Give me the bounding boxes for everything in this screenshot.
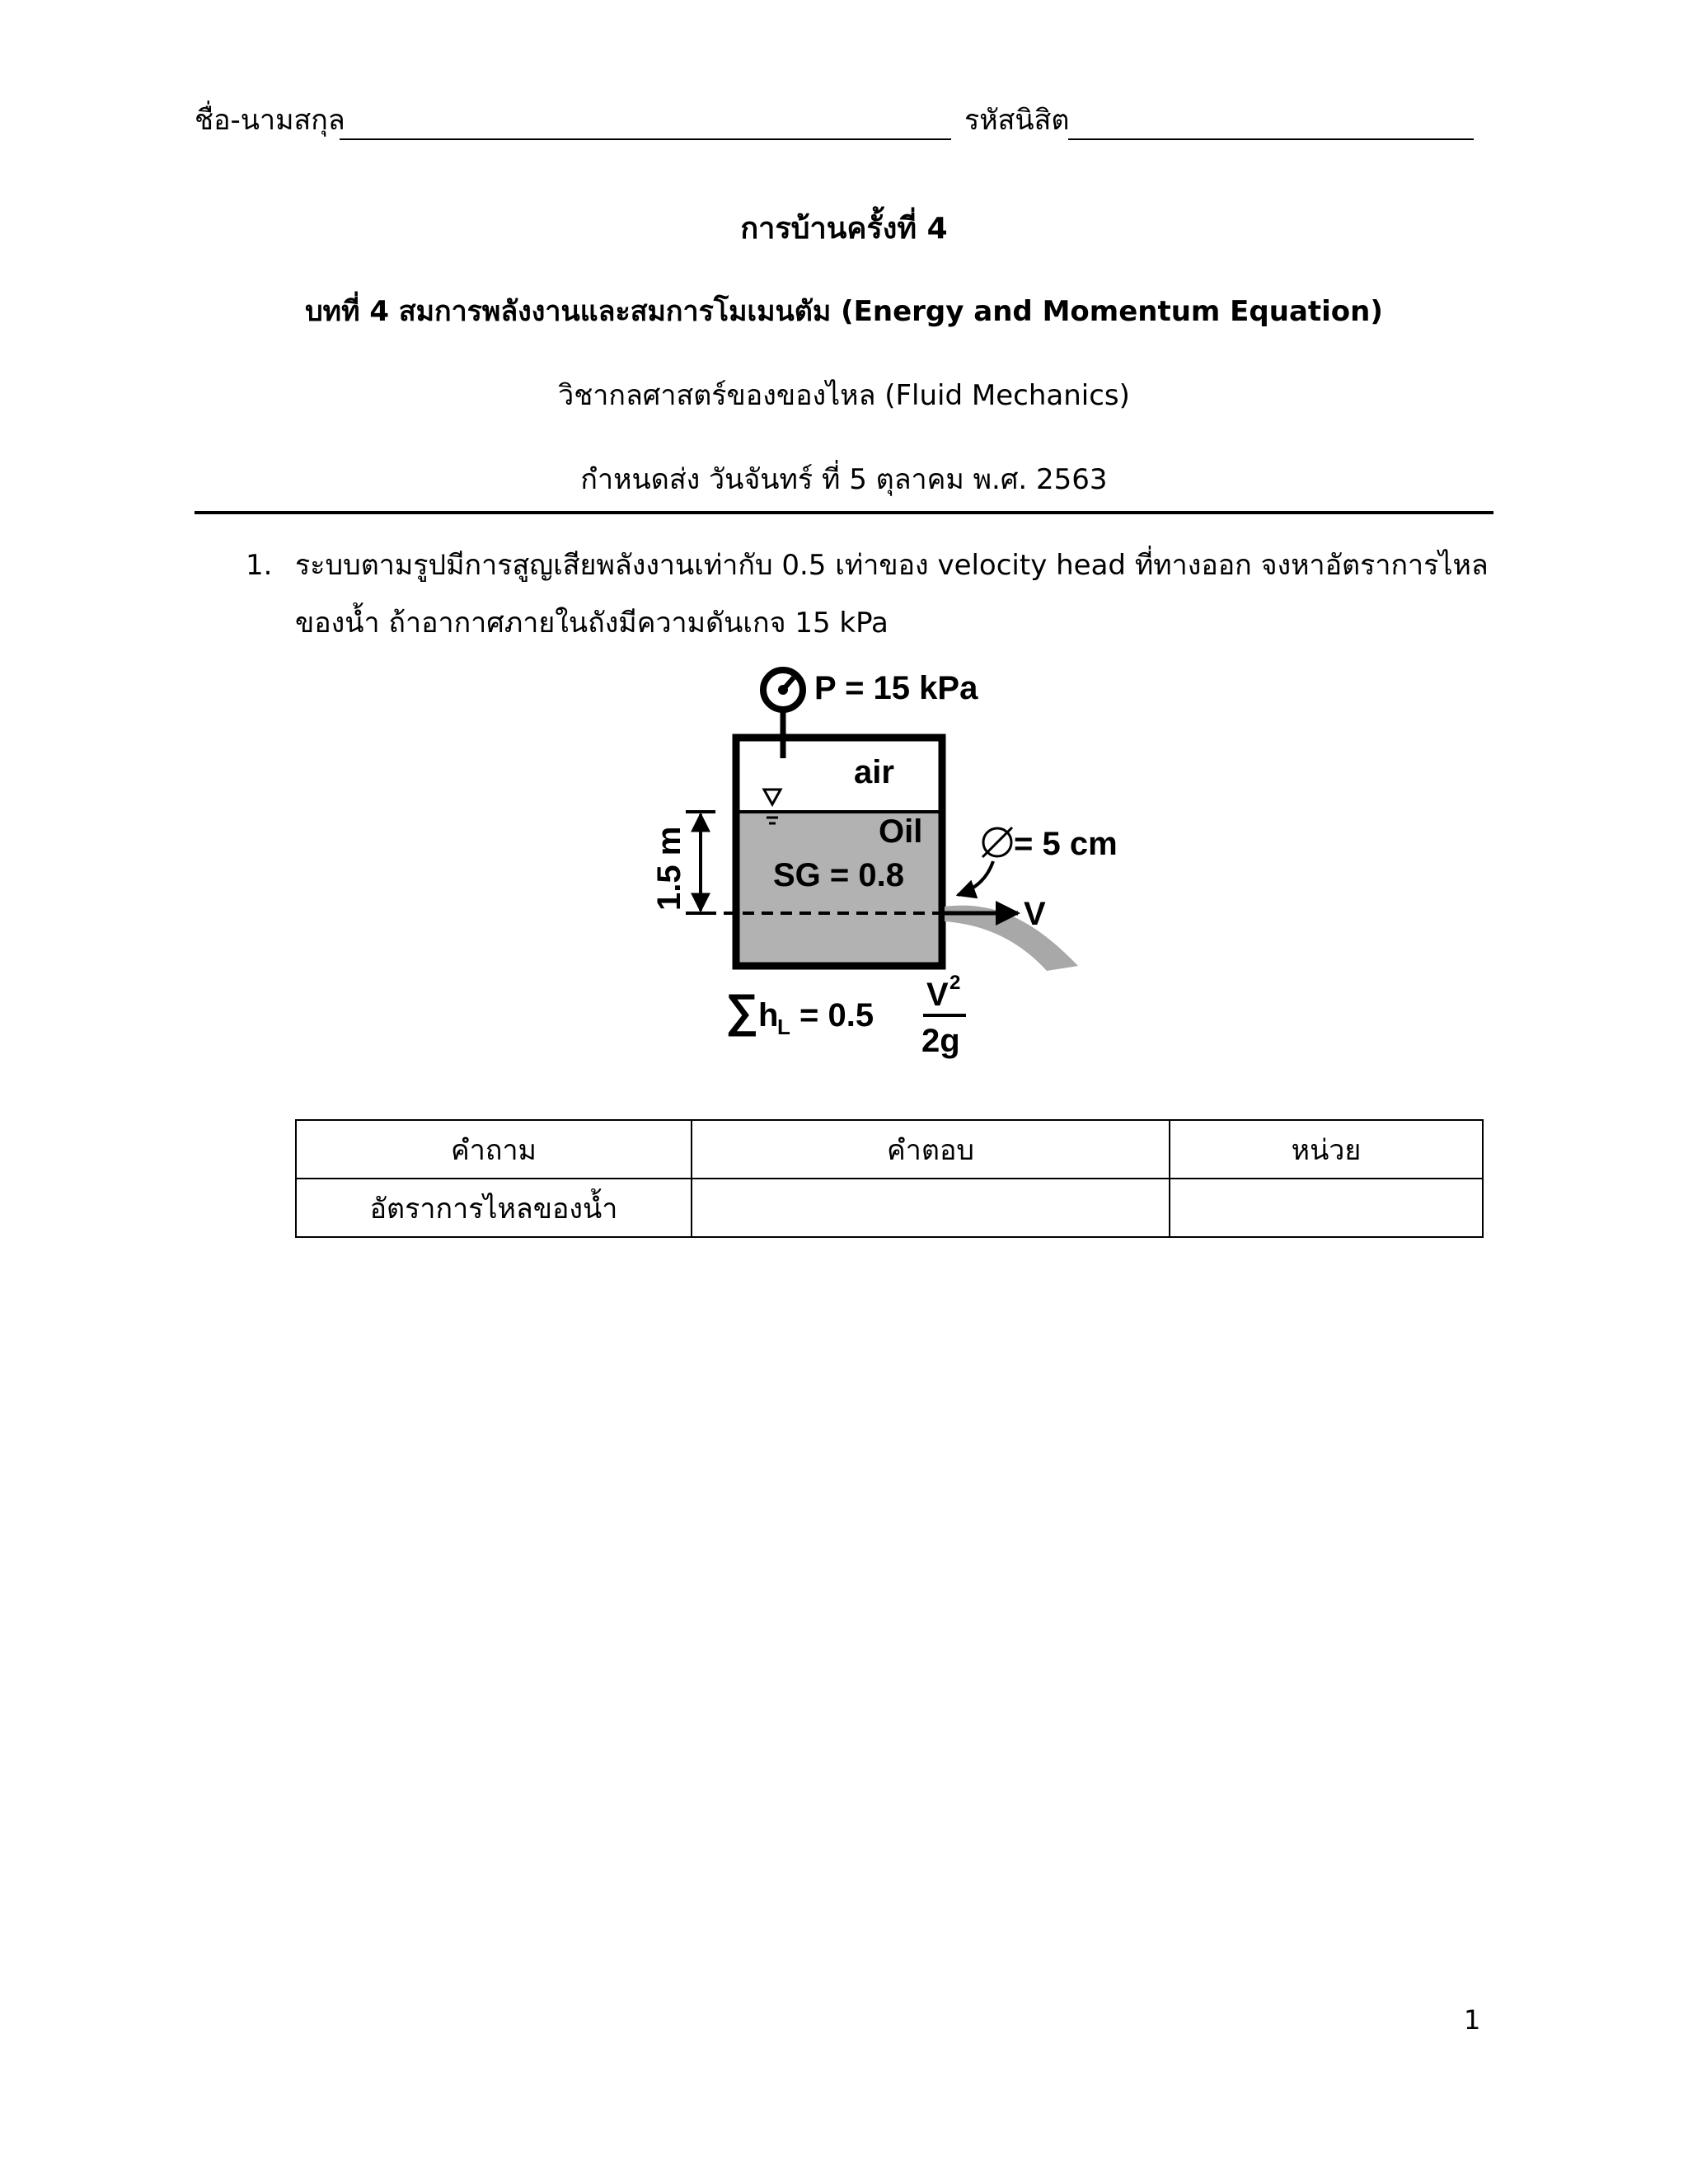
table-header-row xyxy=(296,1120,1483,1179)
due-date: กำหนดส่ง วันจันทร์ ที่ 5 ตุลาคม พ.ศ. 2563 xyxy=(580,463,1108,496)
air-label: air xyxy=(854,754,894,790)
student-id-label: รหัสนิสิต xyxy=(964,104,1070,137)
chapter-title: บทที่ 4 สมการพลังงานและสมการโมเมนตัม (Energy and Momentum Equation) xyxy=(305,295,1383,328)
water-jet xyxy=(945,906,1078,971)
summation-icon: ∑ xyxy=(725,984,758,1036)
loss-superscript: 2 xyxy=(950,972,961,994)
course-title: วิชากลศาสตร์ของของไหล (Fluid Mechanics) xyxy=(558,379,1130,412)
header-answer: คำตอบ xyxy=(692,1120,1170,1179)
student-id-blank-line[interactable] xyxy=(1068,138,1474,140)
question-text-line-2: ของน้ำ ถ้าอากาศภายในถังมีความดันเกจ 15 kPa xyxy=(295,607,889,640)
diameter-pointer-arrow xyxy=(958,861,993,895)
height-label: 1.5 m xyxy=(651,826,687,911)
answer-cell[interactable] xyxy=(692,1179,1170,1237)
answer-table xyxy=(295,1119,1484,1238)
question-number: 1. xyxy=(246,549,273,582)
gauge-center xyxy=(778,685,788,695)
header-divider xyxy=(195,511,1493,514)
loss-h-label: h xyxy=(758,997,779,1033)
velocity-label: V xyxy=(1024,896,1046,932)
loss-equals-label: = 0.5 xyxy=(799,997,874,1033)
question-text-line-1: ระบบตามรูปมีการสูญเสียพลังงานเท่ากับ 0.5 เท่าของ velocity head ที่ทางออก จงหาอัตราการไหล xyxy=(295,549,1489,582)
oil-label: Oil xyxy=(879,813,923,850)
question-cell: อัตราการไหลของน้ำ xyxy=(296,1179,692,1237)
page-number: 1 xyxy=(1464,2004,1481,2036)
table-row xyxy=(296,1179,1483,1237)
loss-numerator: V xyxy=(926,977,949,1013)
unit-cell[interactable] xyxy=(1170,1179,1483,1237)
free-surface-symbol-icon xyxy=(764,790,781,804)
diameter-label: = 5 cm xyxy=(1014,826,1118,862)
name-blank-line[interactable] xyxy=(340,138,951,140)
name-label: ชื่อ-นามสกุล xyxy=(195,104,345,137)
header-unit: หน่วย xyxy=(1170,1120,1483,1179)
pressure-label: P = 15 kPa xyxy=(814,670,978,706)
loss-subscript: L xyxy=(777,1015,790,1039)
specific-gravity-label: SG = 0.8 xyxy=(773,857,904,893)
header-question: คำถาม xyxy=(296,1120,692,1179)
tank-figure xyxy=(643,659,1154,1071)
loss-denominator: 2g xyxy=(921,1023,960,1059)
homework-title: การบ้านครั้งที่ 4 xyxy=(740,212,948,246)
